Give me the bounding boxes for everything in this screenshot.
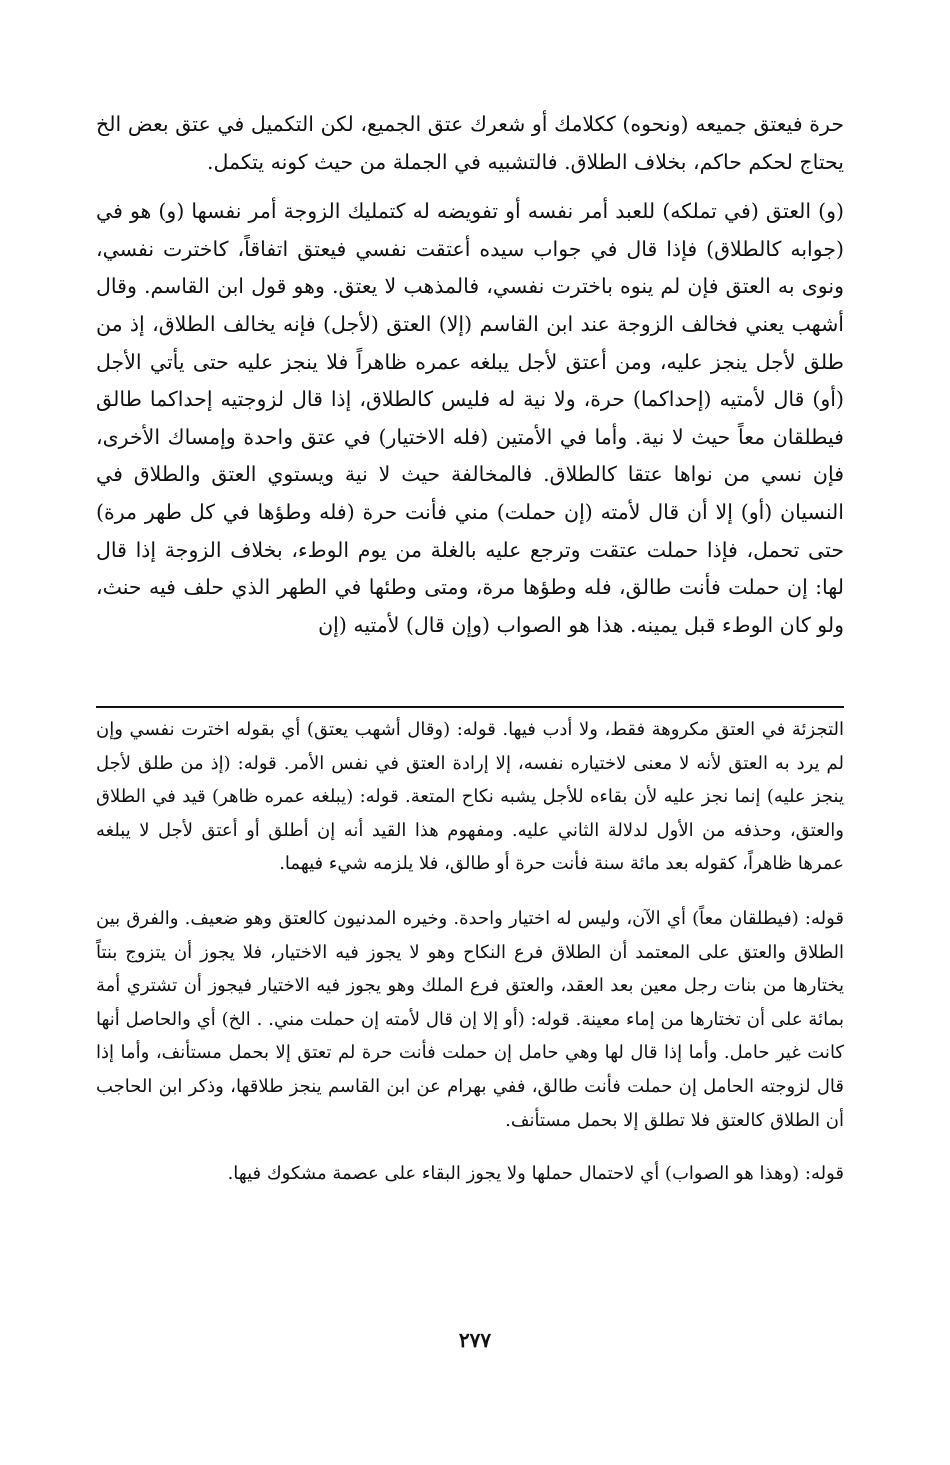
footnote-divider — [96, 706, 844, 708]
main-paragraph: حرة فيعتق جميعه (ونحوه) ككلامك أو شعرك عتق الجميع، لكن التكميل في عتق بعض الخ يحتاج لحكم حاكم، بخلاف الطلاق. فالتشبيه في الجملة من حيث كونه يتكمل. — [96, 112, 844, 174]
footnotes-section — [96, 713, 844, 1191]
footnote-paragraph: قوله: (وهذا هو الصواب) أي لاحتمال حملها ولا يجوز البقاء على عصمة مشكوك فيها. — [227, 1163, 844, 1185]
footnote-paragraph: التجزئة في العتق مكروهة فقط، ولا أدب فيها. قوله: (وقال أشهب يعتق) أي بقوله اخترت نفسي وإن لم يرد به العتق لأنه لا معنى لاختياره نفسه، إلا إرادة العتق في نفس الأمر. قوله: (إذ من طلق لأجل ينجز عليه) إنما نجز عليه لأن بقاءه للأجل يشبه نكاح المتعة. قوله: (يبلغه عمره ظاهر) قيد في الطلاق والعتق، وحذفه من الأول لدلالة الثاني عليه. ومفهوم هذا القيد أنه إن أطلق أو أعتق لأجل لا يبلغه عمرها ظاهراً، كقوله بعد مائة سنة فأنت حرة أو طالق، فلا يلزمه شيء فيهما. — [96, 719, 844, 875]
main-text — [96, 106, 844, 644]
page-number: ٢٧٧ — [458, 1328, 492, 1352]
main-paragraph: (و) العتق (في تملكه) للعبد أمر نفسه أو تفويضه له كتمليك الزوجة أمر نفسها (و) هو في (جوابه كالطلاق) فإذا قال في جواب سيده أعتقت نفسي فيعتق اتفاقاً، كاخترت نفسي، ونوى به العتق فإن لم ينوه باخترت نفسي، فالمذهب لا يعتق. وهو قول ابن القاسم. وقال أشهب يعني فخالف الزوجة عند ابن القاسم (إلا) العتق (لأجل) فإنه يخالف الطلاق، إذ من طلق لأجل ينجز عليه، ومن أعتق لأجل يبلغه عمره ظاهراً فلا ينجز عليه حتى يأتي الأجل (أو) قال لأمتيه (إحداكما) حرة، ولا نية له فليس كالطلاق، إذا قال لزوجتيه إحداكما طالق فيطلقان معاً حيث لا نية. وأما في الأمتين (فله الاختيار) في عتق واحدة وإمساك الأخرى، فإن نسي من نواها عتقا كالطلاق. فالمخالفة حيث لا نية ويستوي العتق والطلاق في النسيان (أو) إلا أن قال لأمته (إن حملت) مني فأنت حرة (فله وطؤها في كل طهر مرة) حتى تحمل، فإذا حملت عتقت وترجع عليه بالغلة من يوم الوطء، بخلاف الزوجة إذا قال لها: إن حملت فأنت طالق، فله وطؤها مرة، ومتى وطئها في الطهر الذي حلف فيه حنث، ولو كان الوطء قبل يمينه. هذا هو الصواب (وإن قال) لأمتيه (إن — [96, 199, 844, 637]
footnote-paragraph: قوله: (فيطلقان معاً) أي الآن، وليس له اختيار واحدة. وخيره المدنيون كالعتق وهو ضعيف. والفرق بين الطلاق والعتق على المعتمد أن الطلاق فرع النكاح وهو لا يجوز فيه الاختيار، فلا يجوز أن يتزوج بنتاً يختارها من بنات رجل معين بعد العقد، والعتق فرع الملك وهو يجوز فيه الاختيار فيجوز أن تشتري أمة بمائة على أن تختارها من إماء معينة. قوله: (أو إلا إن قال لأمته إن حملت مني. . الخ) أي والحاصل أنها كانت غير حامل. وأما إذا قال لها وهي حامل إن حملت فأنت حرة لم تعتق إلا بحمل مستأنف، وأما إذا قال لزوجته الحامل إن حملت فأنت طالق، ففي بهرام عن ابن القاسم ينجز طلاقها، وذكر ابن الحاجب أن الطلاق كالعتق فلا تطلق إلا بحمل مستأنف. — [96, 907, 844, 1131]
